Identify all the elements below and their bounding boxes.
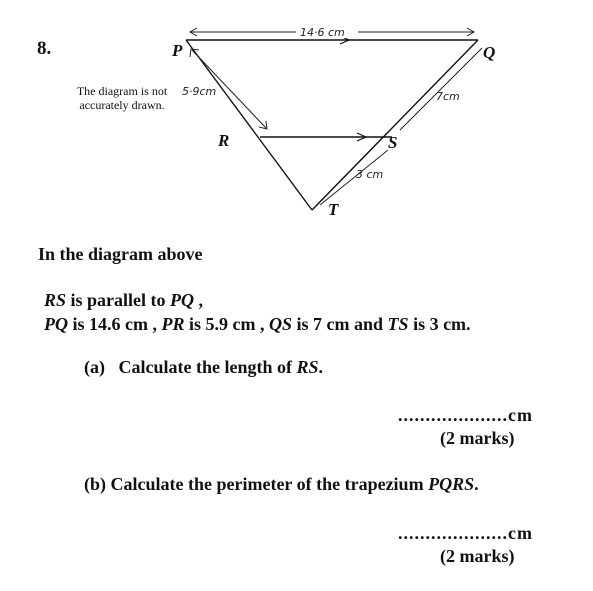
var-ts: TS <box>387 314 409 334</box>
intro-text: In the diagram above <box>38 244 203 264</box>
question-number: 8. <box>37 38 52 59</box>
part-b-text: Calculate the perimeter of the trapezium <box>110 474 429 494</box>
measure-pq: 14·6 cm <box>300 26 345 39</box>
measure-pr: 5·9cm <box>182 85 217 98</box>
var-pq: PQ <box>44 314 68 334</box>
part-a-end: . <box>318 357 324 377</box>
diagram-note: The diagram is not accurately drawn. <box>76 84 168 112</box>
side-qt <box>312 40 478 210</box>
part-b-end: . <box>474 474 479 494</box>
var-pr: PR <box>161 314 185 334</box>
part-b-marks: (2 marks) <box>440 546 515 566</box>
statement-parallel <box>44 290 203 311</box>
measure-qs: 7cm <box>436 90 460 103</box>
text-parallel: is parallel to <box>66 290 171 310</box>
measure-ts: 3 cm <box>356 168 384 181</box>
label-p: P <box>172 41 183 60</box>
var-qs: QS <box>269 314 293 334</box>
part-a-label: (a) <box>84 357 105 377</box>
label-r: R <box>218 131 230 150</box>
dimension-qs <box>400 48 482 130</box>
label-t: T <box>328 200 339 219</box>
label-q: Q <box>483 43 496 62</box>
part-a-text: Calculate the length of <box>118 357 297 377</box>
part-b-label: (b) <box>84 474 106 494</box>
triangle-diagram <box>0 0 593 240</box>
var-rs: RS <box>44 290 67 310</box>
part-b-answer-line[interactable]: ....................cm <box>398 523 533 543</box>
side-pt <box>186 40 312 210</box>
value-ts: is 3 cm. <box>408 314 471 334</box>
value-pr: is 5.9 cm , <box>184 314 270 334</box>
part-a-marks: (2 marks) <box>440 428 515 448</box>
part-a-var: RS <box>296 357 319 377</box>
text-comma: , <box>194 290 204 310</box>
value-pq: is 14.6 cm , <box>68 314 162 334</box>
value-qs: is 7 cm and <box>292 314 388 334</box>
statement-values <box>44 314 471 335</box>
part-a-question <box>84 357 323 378</box>
part-a-answer-line[interactable]: ....................cm <box>398 405 533 425</box>
part-b-question <box>84 474 479 495</box>
part-b-var: PQRS <box>428 474 475 494</box>
label-s: S <box>388 133 398 152</box>
var-pq: PQ <box>170 290 195 310</box>
